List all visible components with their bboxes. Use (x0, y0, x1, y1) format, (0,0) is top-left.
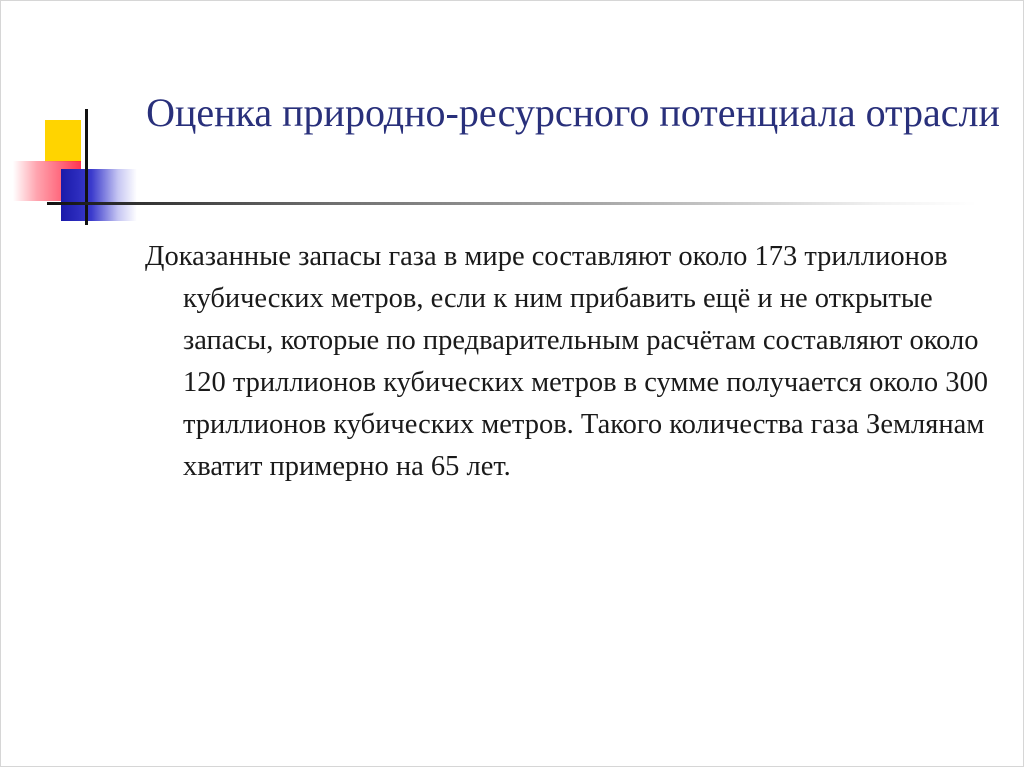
title-underline (47, 202, 977, 205)
decorative-blue-gradient-block (61, 169, 137, 221)
slide-title: Оценка природно-ресурсного потенциала отрасли (146, 90, 1000, 135)
slide-body-text: Доказанные запасы газа в мире составляют около 173 триллионов кубических метров, если к ним прибавить ещё и не открытые запасы, которые по предварительным расчётам составляют около 120 триллионов кубических метров в сумме получается около 300 триллионов кубических метров. Такого количества газа Землянам хватит примерно на 65 лет. (145, 241, 989, 482)
decorative-vertical-line (85, 109, 88, 225)
decorative-yellow-square (45, 120, 81, 162)
